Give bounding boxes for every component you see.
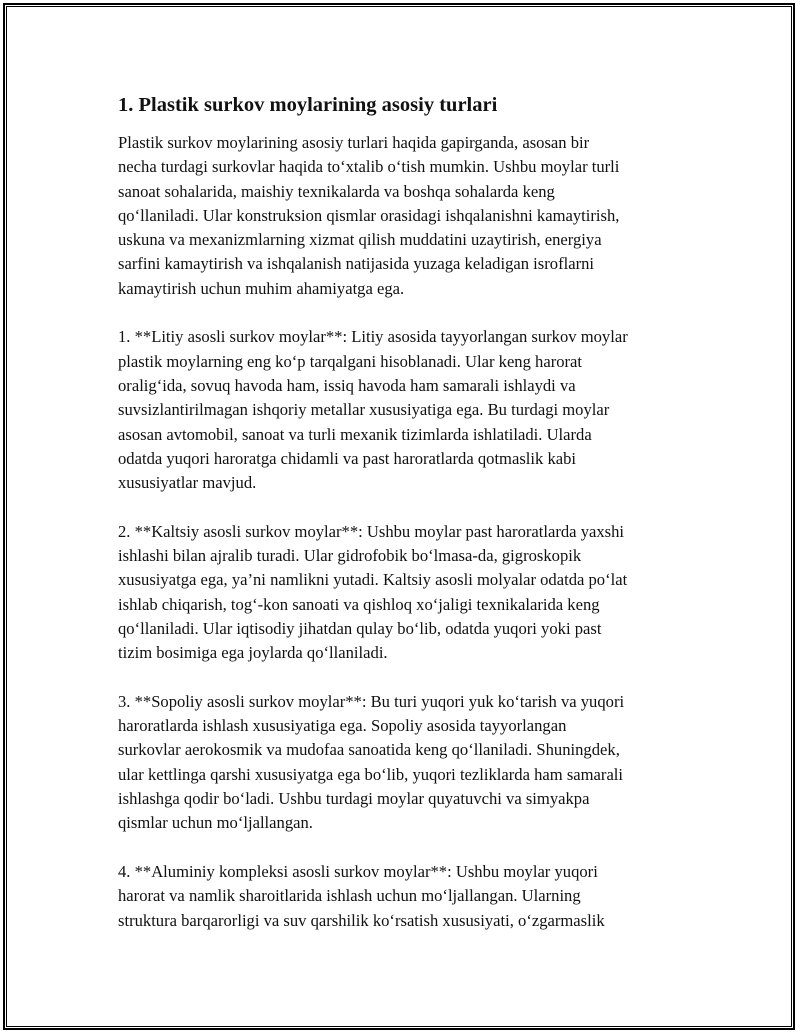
document-body bbox=[118, 91, 698, 957]
paragraph-aluminium: 4. **Aluminiy kompleksi asosli surkov moylar**: Ushbu moylar yuqori harorat va namlik sharoitlarida ishlash uchun mo‘ljallangan. Ularning struktura barqarorligi va suv qarshilik ko‘rsatish xususiyati, o‘zgarmaslik bbox=[118, 861, 605, 930]
section-heading: 1. Plastik surkov moylarining asosiy turlari bbox=[118, 94, 498, 116]
paragraph-calcium: 2. **Kaltsiy asosli surkov moylar**: Ushbu moylar past haroratlarda yaxshi ishlashi bilan ajralib turadi. Ular gidrofobik bo‘lmasa-da, gigroskopik xususiyatga ega, ya’ni namlikni yutadi. Kaltsiy asosli molyalar odatda po‘lat ishlab chiqarish, tog‘-kon sanoati va qishloq xo‘jaligi texnikalarida keng qo‘llaniladi. Ular iqtisodiy jihatdan qulay bo‘lib, odatda yuqori yoki past tizim bosimiga ega joylarda qo‘llaniladi. bbox=[118, 521, 628, 663]
paragraph-intro: Plastik surkov moylarining asosiy turlari haqida gapirganda, asosan bir necha turdagi surkovlar haqida to‘xtalib o‘tish mumkin. Ushbu moylar turli sanoat sohalarida, maishiy texnikalarda va boshqa sohalarda keng qo‘llaniladi. Ular konstruksion qismlar orasidagi ishqalanishni kamaytirish, uskuna va mexanizmlarning xizmat qilish muddatini uzaytirish, energiya sarfini kamaytirish va ishqalanish natijasida yuzaga keladigan isroflarni kamaytirish uchun muhim ahamiyatga ega. bbox=[118, 133, 620, 298]
paragraph-lithium: 1. **Litiy asosli surkov moylar**: Litiy asosida tayyorlangan surkov moylar plastik moylarning eng ko‘p tarqalgani hisoblanadi. Ular keng harorat oralig‘ida, sovuq havoda ham, issiq havoda ham samarali ishlaydi va suvsizlantirilmagan ishqoriy metallar xususiyatiga ega. Bu turdagi moylar asosan avtomobil, sanoat va turli mexanik tizimlarda ishlatiladi. Ularda odatda yuqori haroratga chidamli va past haroratlarda qotmaslik kabi xususiyatlar mavjud. bbox=[118, 327, 628, 493]
paragraph-sopoliy: 3. **Sopoliy asosli surkov moylar**: Bu turi yuqori yuk ko‘tarish va yuqori haroratlarda ishlash xususiyatiga ega. Sopoliy asosida tayyorlangan surkovlar aerokosmik va mudofaa sanoatida keng qo‘llaniladi. Shuningdek, ular kettlinga qarshi xususiyatga ega bo‘lib, yuqori tezliklarda ham samarali ishlashga qodir bo‘ladi. Ushbu turdagi moylar quyatuvchi va simyakpa qismlar uchun mo‘ljallangan. bbox=[118, 691, 625, 833]
